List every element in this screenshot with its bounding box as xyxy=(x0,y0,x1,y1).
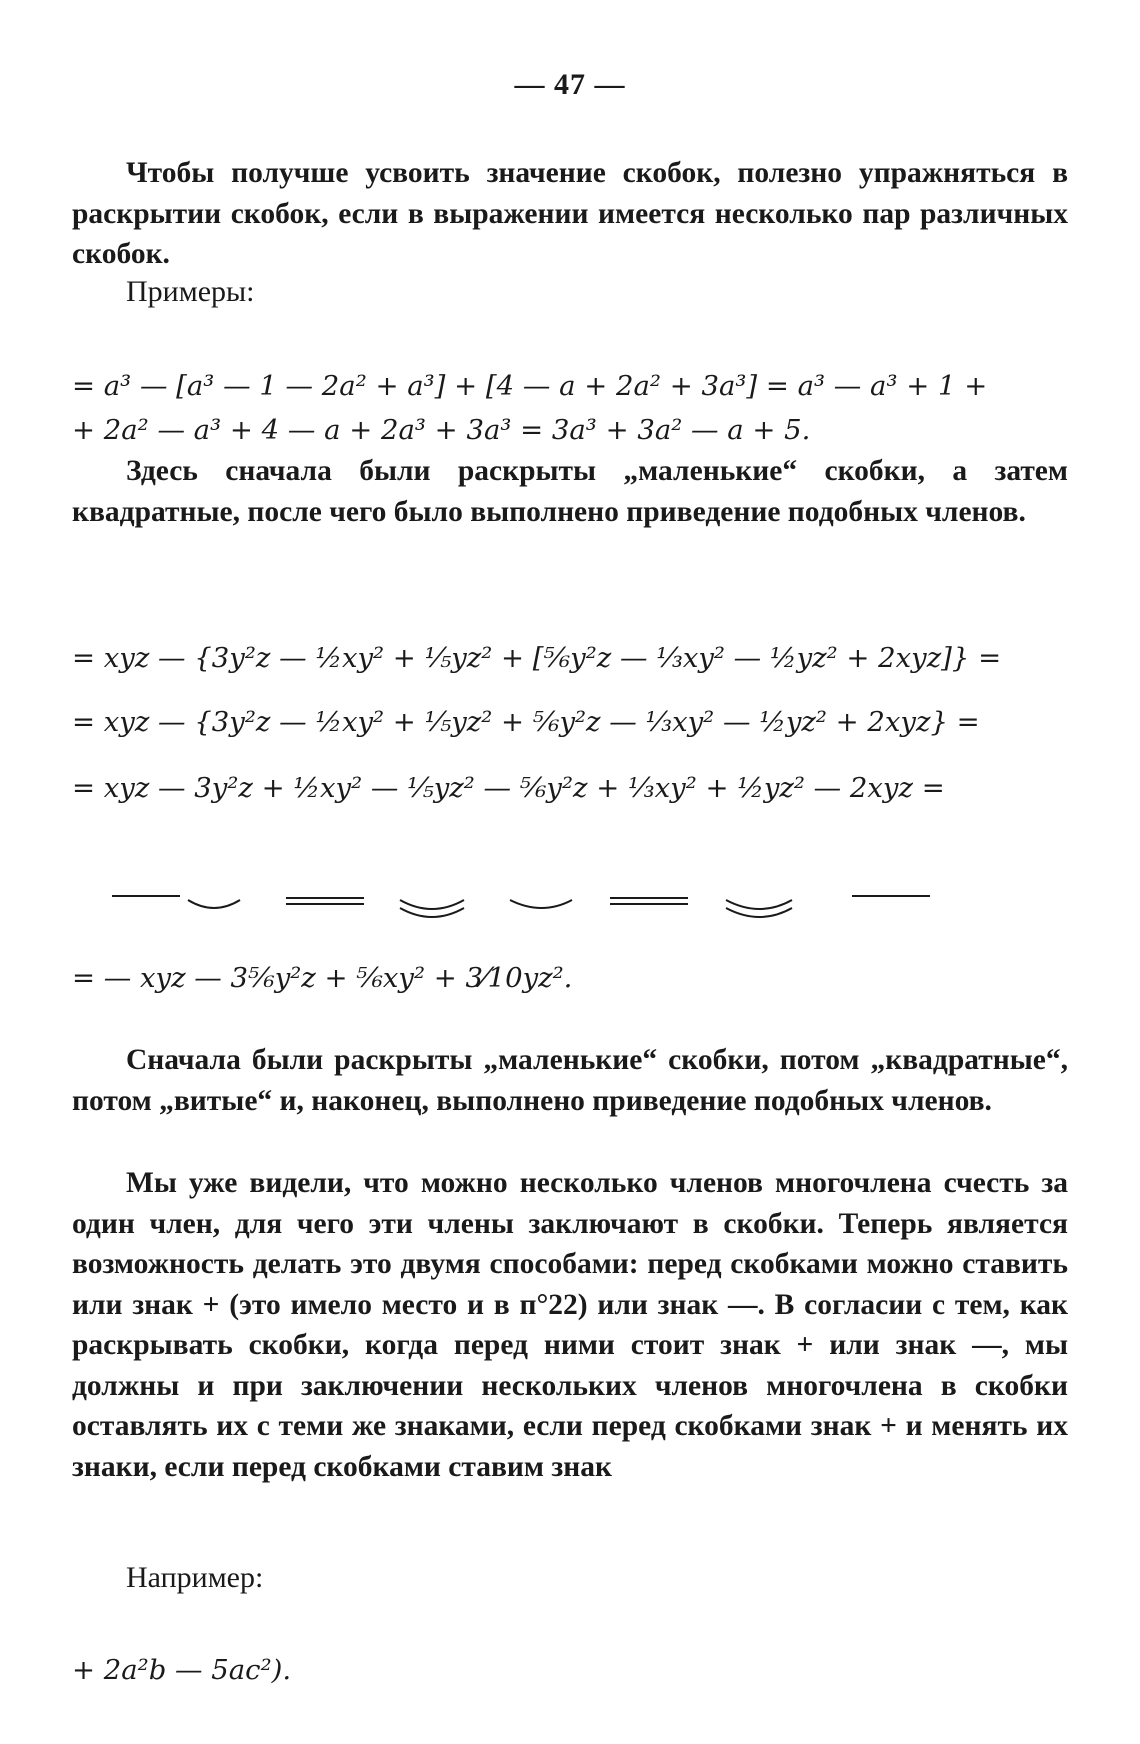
intro-paragraph: Чтобы получше усвоить значение скобок, полезно упражняться в раскрытии скобок, если в выражении имеется несколько пар различных скобок. xyxy=(72,157,1068,270)
mark-yz2-2 xyxy=(726,900,792,917)
mark-xy2-1 xyxy=(286,898,364,904)
example2-line2: = xyz — {3y²z — ½xy² + ⅕yz² + [⅚y²z — ⅓xy² — ½yz² + 2xyz]} = xyxy=(72,642,1002,674)
example1-line3: + 2a² — a³ + 4 — a + 2a³ + 3a³ = 3a³ + 3a² — a + 5. xyxy=(72,414,811,446)
example2-line3: = xyz — {3y²z — ½xy² + ⅕yz² + ⅚y²z — ⅓xy² — ½yz² + 2xyz} = xyxy=(72,706,980,738)
explanation1-paragraph: Здесь сначала были раскрыты „маленькие“ скобки, а затем квадратные, после чего было выполнено приведение подобных членов. xyxy=(72,455,1068,528)
mark-xy2-2 xyxy=(610,898,688,904)
mark-y2z-1 xyxy=(188,900,240,908)
mark-y2z-2 xyxy=(510,900,572,908)
explanation2-paragraph: Сначала были раскрыты „маленькие“ скобки, потом „квадратные“, потом „витые“ и, наконец, выполнено приведение подобных членов. xyxy=(72,1044,1068,1117)
for-example-label: Например: xyxy=(126,1561,264,1594)
page-number: — 47 — xyxy=(514,68,626,101)
example2-line5: = — xyz — 3⅚y²z + ⅚xy² + 3⁄10yz². xyxy=(72,962,573,994)
example3-line2: + 2a²b — 5ac²). xyxy=(72,1654,292,1686)
example2-line4: = xyz — 3y²z + ½xy² — ⅕yz² — ⅚y²z + ⅓xy² + ½yz² — 2xyz = xyxy=(72,772,945,804)
like-terms-markings xyxy=(72,890,1068,942)
example1-line2: = a³ — [a³ — 1 — 2a² + a³] + [4 — a + 2a² + 3a³] = a³ — a³ + 1 + xyxy=(72,370,988,402)
mark-yz2-1 xyxy=(400,900,464,917)
examples-label: Примеры: xyxy=(126,275,255,308)
main-paragraph: Мы уже видели, что можно несколько членов многочлена счесть за один член, для чего эти члены заключают в скобки. Теперь является возможность делать это двумя способами: перед скобками можно ставить или знак + (это имело место и в п°22) или знак —. В согласии с тем, как раскрывать скобки, когда перед ними стоит знак + или знак —, мы должны и при заключении нескольких членов многочлена в скобки оставлять их с теми же знаками, если перед скобками знак + и менять их знаки, если перед скобками ставим знак xyxy=(72,1167,1068,1483)
